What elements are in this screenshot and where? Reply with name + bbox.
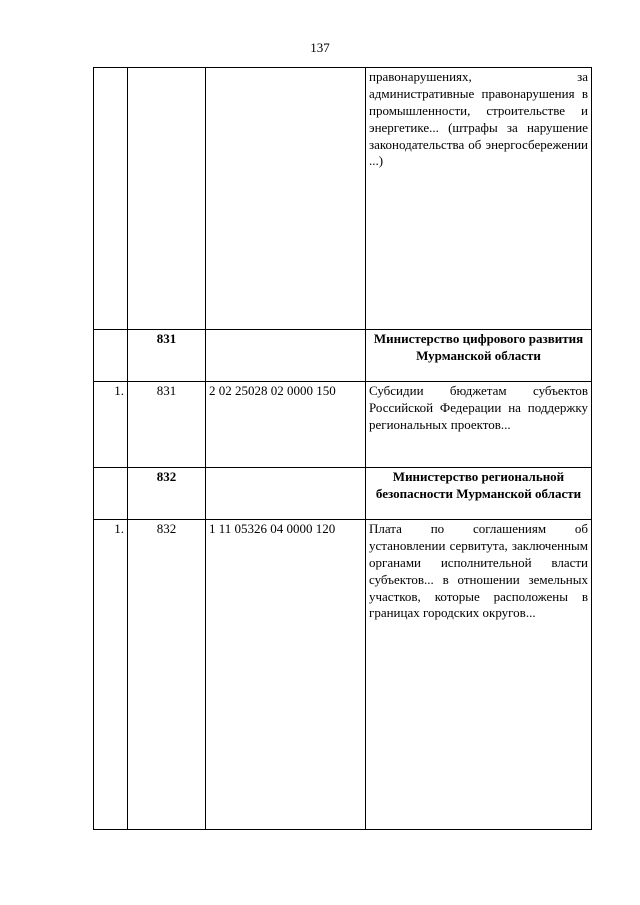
admin-code: 831 bbox=[128, 382, 206, 468]
admin-code: 831 bbox=[128, 330, 206, 382]
revenue-description: Субсидии бюджетам субъектов Российской Федерации на поддержку региональных проектов... bbox=[366, 382, 592, 468]
ministry-name: Министерство региональной безопасности Мурманской области bbox=[366, 468, 592, 520]
budget-code: 2 02 25028 02 0000 150 bbox=[206, 382, 366, 468]
ministry-name: Министерство цифрового развития Мурманской области bbox=[366, 330, 592, 382]
budget-code bbox=[206, 330, 366, 382]
revenue-table bbox=[93, 67, 592, 830]
budget-code bbox=[206, 68, 366, 330]
page-number: 137 bbox=[310, 40, 330, 55]
table-row bbox=[94, 520, 592, 830]
ministry-header-row bbox=[94, 330, 592, 382]
row-number: 1. bbox=[94, 382, 128, 468]
admin-code: 832 bbox=[128, 520, 206, 830]
table-row bbox=[94, 68, 592, 330]
revenue-description: правонарушениях, за административные правонарушения в промышленности, строительстве и энергетике... (штрафы за нарушение законодательства об энергосбережении ...) bbox=[366, 68, 592, 330]
budget-code bbox=[206, 468, 366, 520]
row-number: 1. bbox=[94, 520, 128, 830]
admin-code: 832 bbox=[128, 468, 206, 520]
ministry-header-row bbox=[94, 468, 592, 520]
row-number bbox=[94, 468, 128, 520]
row-number bbox=[94, 68, 128, 330]
table-row bbox=[94, 382, 592, 468]
budget-code: 1 11 05326 04 0000 120 bbox=[206, 520, 366, 830]
admin-code bbox=[128, 68, 206, 330]
row-number bbox=[94, 330, 128, 382]
revenue-description: Плата по соглашениям об установлении сервитута, заключенным органами исполнительной власти субъектов... в отношении земельных участков, которые расположены в границах городских округов... bbox=[366, 520, 592, 830]
